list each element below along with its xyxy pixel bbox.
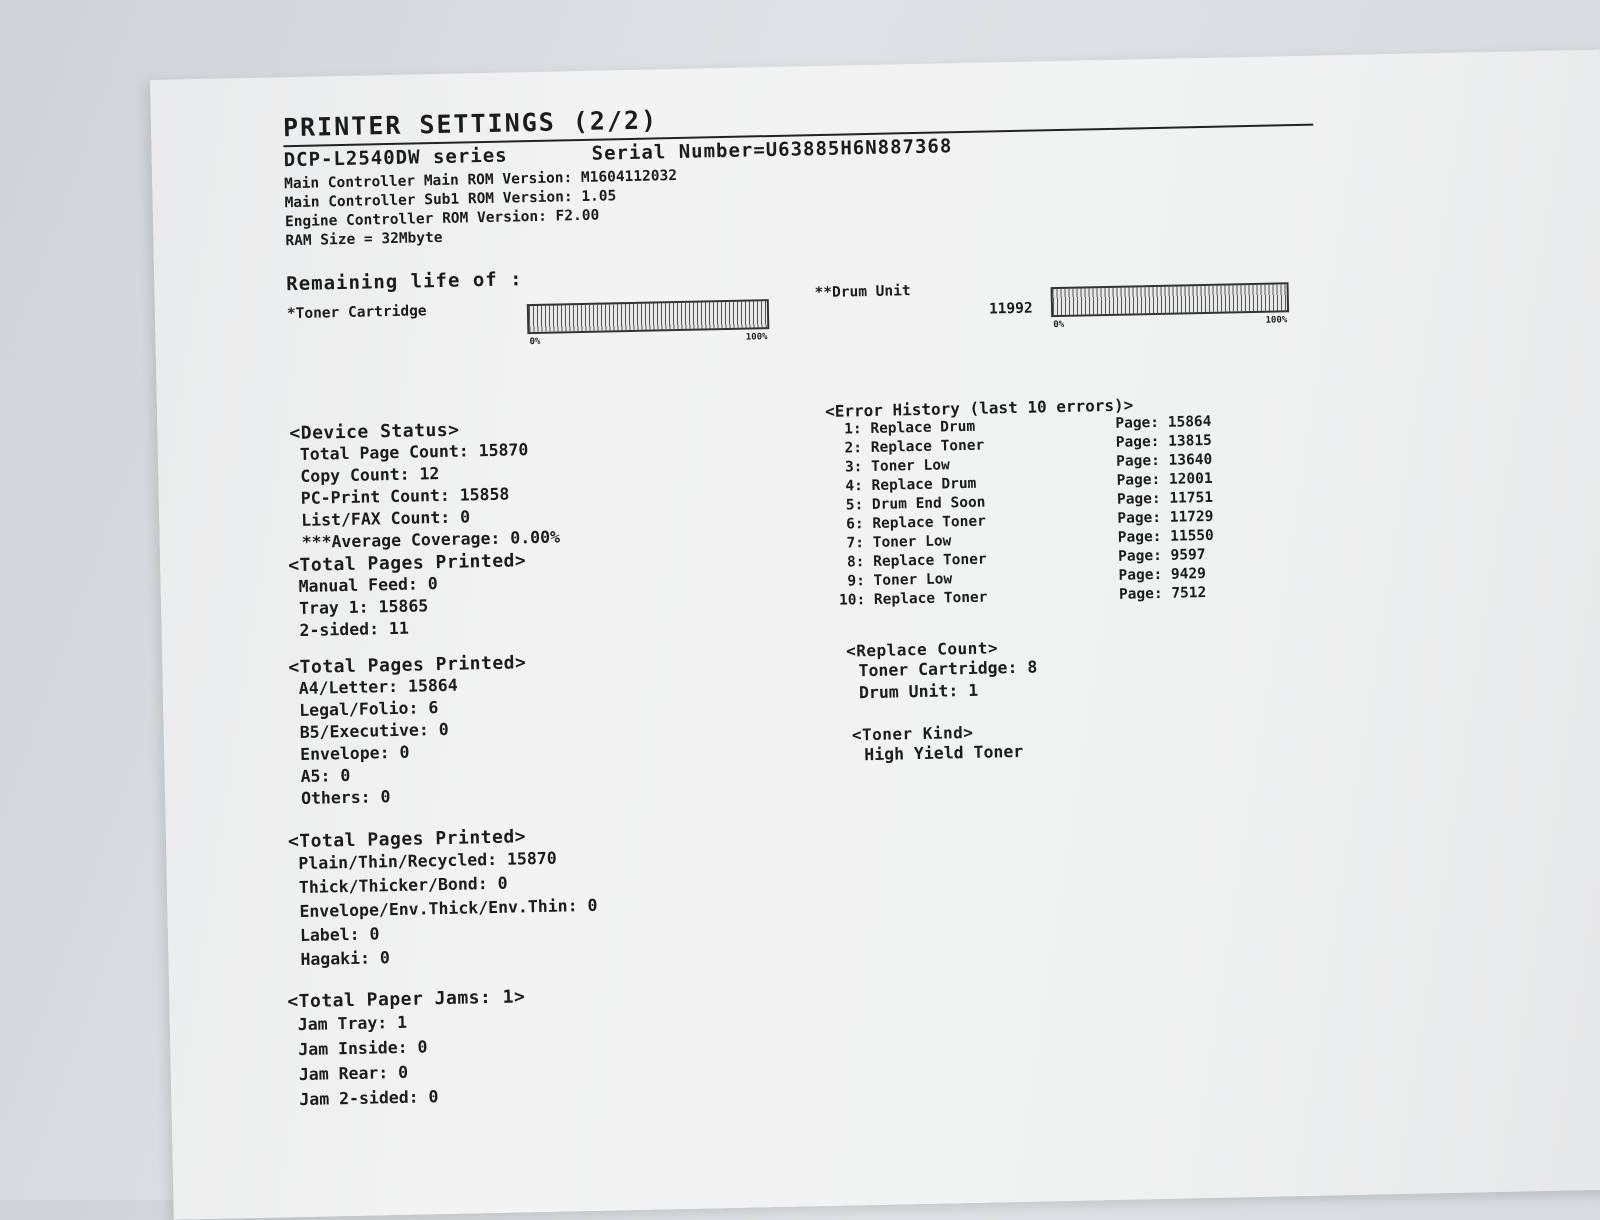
error-name: 3: Toner Low xyxy=(836,457,950,476)
media-line: Hagaki: 0 xyxy=(300,948,391,970)
size-line: Others: 0 xyxy=(300,787,391,808)
toner-kind-heading: <Toner Kind> xyxy=(851,722,974,745)
jam-line: Jam Tray: 1 xyxy=(297,1012,408,1035)
error-page: Page: 9429 xyxy=(1118,565,1207,584)
size-line: Legal/Folio: 6 xyxy=(299,698,439,721)
error-page: Page: 9597 xyxy=(1118,547,1206,565)
error-page: Page: 11751 xyxy=(1116,489,1214,508)
toner-gauge-max: 100% xyxy=(745,332,768,343)
error-page: Page: 7512 xyxy=(1118,584,1207,603)
toner-kind-section xyxy=(852,722,1024,767)
info-line: Main Controller Main ROM Version: M1604112032 xyxy=(284,167,678,193)
replace-line: Drum Unit: 1 xyxy=(858,680,979,703)
error-name: 5: Drum End Soon xyxy=(836,494,986,514)
error-name: 6: Replace Toner xyxy=(837,513,987,533)
toner-gauge-min: 0% xyxy=(529,336,541,348)
device-status-section xyxy=(289,418,560,555)
paper-jams-section xyxy=(287,986,528,1112)
media-line: Label: 0 xyxy=(299,924,380,946)
error-page: Page: 12001 xyxy=(1116,470,1213,489)
status-line: List/FAX Count: 0 xyxy=(301,507,471,530)
page-title: PRINTER SETTINGS (2/2) xyxy=(282,105,659,143)
jam-line: Jam Rear: 0 xyxy=(298,1062,409,1085)
jam-line: Jam 2-sided: 0 xyxy=(299,1087,439,1110)
model-name: DCP-L2540DW series xyxy=(283,144,508,172)
info-line: Engine Controller ROM Version: F2.00 xyxy=(284,207,600,231)
info-line: Main Controller Sub1 ROM Version: 1.05 xyxy=(284,188,617,212)
device-status-heading: <Device Status> xyxy=(289,419,460,445)
source-line: 2-sided: 11 xyxy=(299,618,410,640)
size-line: A5: 0 xyxy=(300,765,351,786)
error-page: Page: 13640 xyxy=(1116,451,1213,470)
toner-gauge xyxy=(527,299,770,348)
media-line: Plain/Thin/Recycled: 15870 xyxy=(298,848,557,874)
status-line: Total Page Count: 15870 xyxy=(299,440,529,464)
size-line: A4/Letter: 15864 xyxy=(298,675,458,699)
status-line: PC-Print Count: 15858 xyxy=(300,484,510,508)
size-line: Envelope: 0 xyxy=(299,742,410,765)
drum-label: **Drum Unit xyxy=(814,283,911,302)
source-line: Tray 1: 15865 xyxy=(298,596,429,618)
pages-by-media-section xyxy=(288,825,599,972)
info-line: RAM Size = 32Mbyte xyxy=(285,229,443,250)
error-page: Page: 11729 xyxy=(1117,508,1214,527)
firmware-info xyxy=(284,167,678,251)
error-page: Page: 15864 xyxy=(1115,413,1212,432)
status-line: Copy Count: 12 xyxy=(300,464,440,486)
source-line: Manual Feed: 0 xyxy=(298,574,438,596)
error-name: 10: Replace Toner xyxy=(838,589,988,609)
error-history-heading: <Error History (last 10 errors)> xyxy=(824,395,1134,421)
drum-gauge xyxy=(1051,282,1290,331)
error-name: 2: Replace Toner xyxy=(835,437,985,457)
printed-settings-page xyxy=(150,50,1600,1220)
error-name: 8: Replace Toner xyxy=(838,551,987,571)
error-name: 1: Replace Drum xyxy=(835,418,976,438)
status-line: ***Average Coverage: 0.00% xyxy=(301,527,561,552)
error-name: 7: Toner Low xyxy=(837,533,952,552)
serial-number: Serial Number=U63885H6N887368 xyxy=(591,135,953,165)
pages-printed-heading: <Total Pages Printed> xyxy=(287,826,527,853)
error-page: Page: 11550 xyxy=(1117,527,1214,546)
pages-printed-heading: <Total Pages Printed> xyxy=(288,652,527,679)
pages-by-size-section xyxy=(288,652,529,810)
pages-printed-heading: <Total Pages Printed> xyxy=(287,550,527,577)
drum-value: 11992 xyxy=(988,300,1033,318)
error-history-section xyxy=(825,394,1215,611)
drum-gauge-min: 0% xyxy=(1053,319,1065,331)
media-line: Envelope/Env.Thick/Env.Thin: 0 xyxy=(299,895,598,922)
error-name: 9: Toner Low xyxy=(838,571,953,590)
remaining-life-heading: Remaining life of : xyxy=(286,268,523,296)
size-line: B5/Executive: 0 xyxy=(299,719,449,743)
jam-line: Jam Inside: 0 xyxy=(298,1037,428,1060)
replace-count-heading: <Replace Count> xyxy=(845,638,999,661)
toner-kind-value: High Yield Toner xyxy=(864,741,1024,765)
drum-gauge-max: 100% xyxy=(1265,315,1288,326)
media-line: Thick/Thicker/Bond: 0 xyxy=(298,873,508,898)
pages-by-source-section xyxy=(288,550,528,642)
replace-count-section xyxy=(846,638,1038,705)
paper-jams-heading: <Total Paper Jams: 1> xyxy=(287,986,526,1013)
replace-line: Toner Cartridge: 8 xyxy=(858,657,1038,681)
error-name: 4: Replace Drum xyxy=(836,475,977,495)
error-page: Page: 13815 xyxy=(1115,432,1212,451)
toner-label: *Toner Cartridge xyxy=(286,303,427,323)
